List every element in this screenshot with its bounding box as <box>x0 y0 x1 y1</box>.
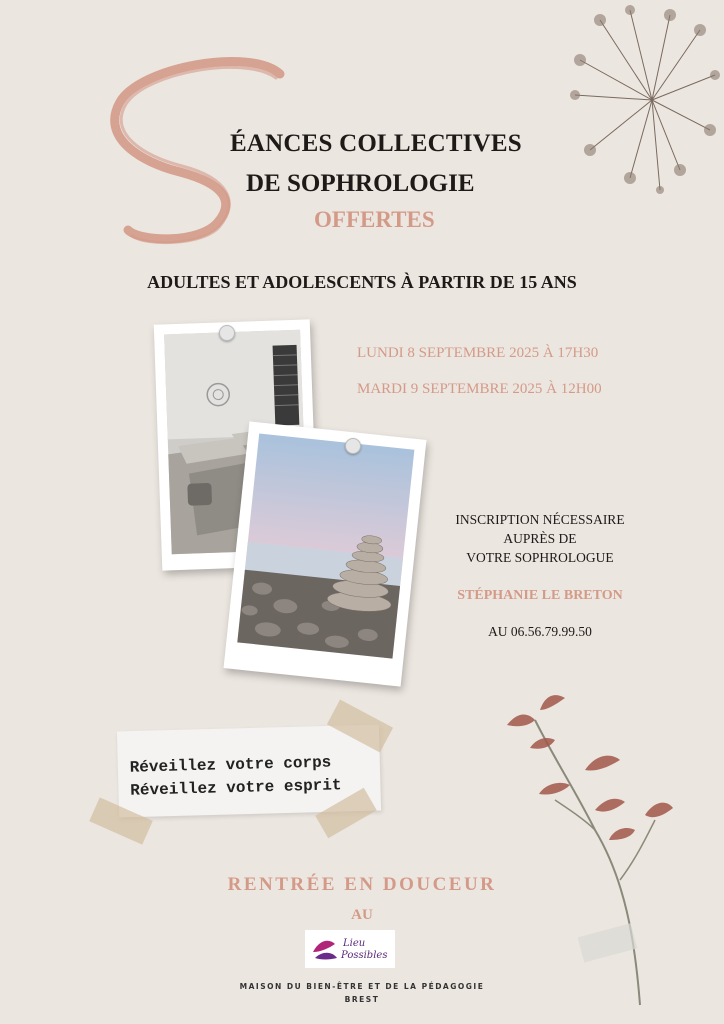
session-date-2: MARDI 9 SEPTEMBRE 2025 À 12H00 <box>357 381 602 397</box>
footer-line-2: BREST <box>344 995 380 1004</box>
lieu-possibles-logo <box>305 930 395 968</box>
inscription-line-3: VOTRE SOPHROLOGUE <box>466 550 614 565</box>
title-line-2: DE SOPHROLOGIE <box>246 170 475 197</box>
pebbles-image <box>224 421 427 686</box>
au-text: AU <box>351 907 373 923</box>
inscription-line-2: AUPRÈS DE <box>503 531 577 546</box>
note-text <box>129 751 341 803</box>
sophrologue-name: STÉPHANIE LE BRETON <box>457 588 623 603</box>
footer-line-1: MAISON DU BIEN-ÊTRE ET DE LA PÉDAGOGIE <box>239 982 485 991</box>
session-date-1: LUNDI 8 SEPTEMBRE 2025 À 17H30 <box>357 345 599 361</box>
dried-flower-bottom-icon <box>495 680 685 1010</box>
phone-number: AU 06.56.79.99.50 <box>488 624 592 639</box>
title-offertes: OFFERTES <box>314 207 435 232</box>
photo-pebbles <box>224 421 427 686</box>
rentree-heading: RENTRÉE EN DOUCEUR <box>227 874 497 895</box>
title-line-1: ÉANCES COLLECTIVES <box>230 130 522 157</box>
pin-icon <box>219 325 235 341</box>
note-line-1: Réveillez votre corps <box>129 753 332 777</box>
svg-text:Lieu: Lieu <box>343 938 366 949</box>
note-line-2: Réveillez votre esprit <box>130 776 342 800</box>
svg-text:Possibles: Possibles <box>341 950 388 961</box>
logo-icon <box>305 930 395 968</box>
dried-flower-top-icon <box>560 0 724 195</box>
inscription-line-1: INSCRIPTION NÉCESSAIRE <box>455 512 625 527</box>
audience-text: ADULTES ET ADOLESCENTS À PARTIR DE 15 ANS <box>147 272 577 292</box>
pin-icon <box>345 438 361 454</box>
